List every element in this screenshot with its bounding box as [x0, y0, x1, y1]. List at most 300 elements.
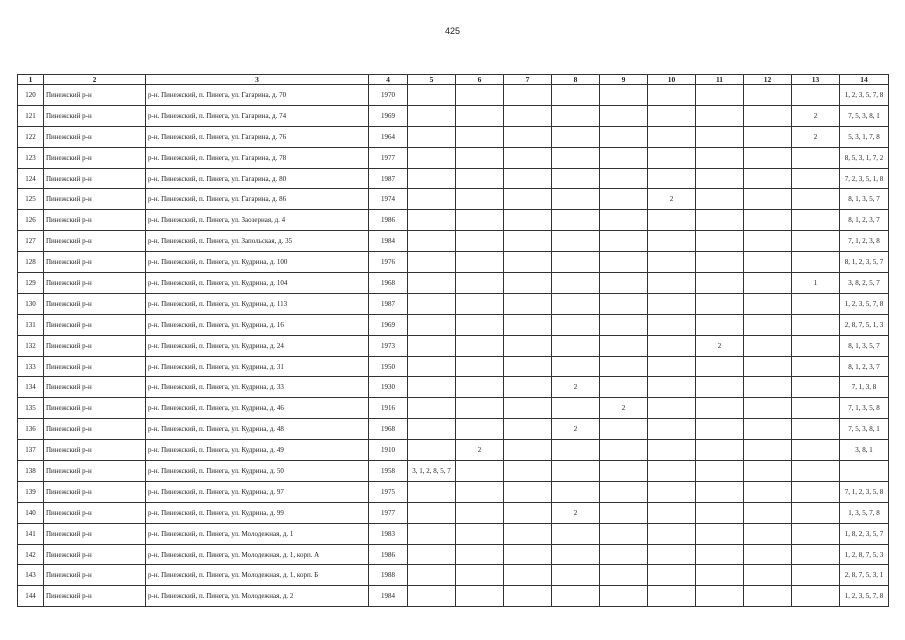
column-header: 14: [840, 75, 889, 85]
value-cell: [456, 231, 504, 252]
value-cell: [600, 461, 648, 482]
table-row: [18, 481, 889, 502]
district-cell: Пинежский р-н: [44, 523, 146, 544]
table-row: [18, 461, 889, 482]
table-row: [18, 105, 889, 126]
address-cell: р-н. Пинежский, п. Пинега, ул. Кудрина, д. 24: [146, 335, 369, 356]
value-cell: [504, 586, 552, 607]
value-cell: [600, 377, 648, 398]
value-cell: 7, 5, 3, 8, 1: [840, 105, 889, 126]
value-cell: [696, 293, 744, 314]
table-row: [18, 523, 889, 544]
table-row: [18, 419, 889, 440]
value-cell: [504, 105, 552, 126]
value-cell: [408, 85, 456, 106]
value-cell: [552, 252, 600, 273]
value-cell: [408, 210, 456, 231]
value-cell: [696, 440, 744, 461]
value-cell: [408, 586, 456, 607]
value-cell: [456, 85, 504, 106]
value-cell: [552, 231, 600, 252]
district-cell: Пинежский р-н: [44, 314, 146, 335]
value-cell: [600, 273, 648, 294]
column-header: 11: [696, 75, 744, 85]
value-cell: [792, 481, 840, 502]
table-row: [18, 440, 889, 461]
year-cell: 1958: [369, 461, 408, 482]
value-cell: 8, 1, 2, 3, 5, 7: [840, 252, 889, 273]
value-cell: [408, 252, 456, 273]
value-cell: [792, 293, 840, 314]
row-number: 135: [18, 398, 44, 419]
row-number: 137: [18, 440, 44, 461]
value-cell: [648, 231, 696, 252]
value-cell: [648, 147, 696, 168]
value-cell: [648, 356, 696, 377]
table-row: [18, 377, 889, 398]
year-cell: 1975: [369, 481, 408, 502]
value-cell: [648, 314, 696, 335]
table-row: [18, 314, 889, 335]
value-cell: [792, 231, 840, 252]
value-cell: 8, 1, 2, 3, 7: [840, 356, 889, 377]
table-row: [18, 189, 889, 210]
value-cell: [504, 502, 552, 523]
value-cell: [552, 314, 600, 335]
value-cell: [600, 105, 648, 126]
value-cell: [792, 419, 840, 440]
value-cell: [408, 273, 456, 294]
value-cell: [696, 314, 744, 335]
value-cell: [456, 273, 504, 294]
value-cell: [456, 356, 504, 377]
table-row: [18, 273, 889, 294]
value-cell: [456, 461, 504, 482]
row-number: 128: [18, 252, 44, 273]
value-cell: [552, 356, 600, 377]
address-cell: р-н. Пинежский, п. Пинега, ул. Молодежная, д. 1: [146, 523, 369, 544]
district-cell: Пинежский р-н: [44, 85, 146, 106]
column-header: 12: [744, 75, 792, 85]
row-number: 123: [18, 147, 44, 168]
value-cell: 7, 1, 2, 3, 8: [840, 231, 889, 252]
district-cell: Пинежский р-н: [44, 168, 146, 189]
column-header: 7: [504, 75, 552, 85]
address-cell: р-н. Пинежский, п. Пинега, ул. Кудрина, д. 48: [146, 419, 369, 440]
value-cell: [600, 565, 648, 586]
address-cell: р-н. Пинежский, п. Пинега, ул. Гагарина, д. 76: [146, 126, 369, 147]
column-header: 2: [44, 75, 146, 85]
address-cell: р-н. Пинежский, п. Пинега, ул. Кудрина, д. 16: [146, 314, 369, 335]
value-cell: [552, 105, 600, 126]
value-cell: 2: [456, 440, 504, 461]
table-row: [18, 293, 889, 314]
address-cell: р-н. Пинежский, п. Пинега, ул. Молодежная, д. 1, корп. Б: [146, 565, 369, 586]
value-cell: [552, 168, 600, 189]
value-cell: [456, 586, 504, 607]
value-cell: [744, 105, 792, 126]
address-cell: р-н. Пинежский, п. Пинега, ул. Кудрина, д. 97: [146, 481, 369, 502]
table-row: [18, 586, 889, 607]
value-cell: 1, 8, 2, 3, 5, 7: [840, 523, 889, 544]
year-cell: 1969: [369, 105, 408, 126]
year-cell: 1986: [369, 544, 408, 565]
value-cell: 7, 5, 3, 8, 1: [840, 419, 889, 440]
value-cell: 8, 1, 2, 3, 7: [840, 210, 889, 231]
table-row: [18, 356, 889, 377]
district-cell: Пинежский р-н: [44, 231, 146, 252]
column-header: 8: [552, 75, 600, 85]
district-cell: Пинежский р-н: [44, 147, 146, 168]
value-cell: [504, 523, 552, 544]
table-row: [18, 398, 889, 419]
year-cell: 1930: [369, 377, 408, 398]
row-number: 136: [18, 419, 44, 440]
column-header: 3: [146, 75, 369, 85]
value-cell: [408, 377, 456, 398]
value-cell: [792, 210, 840, 231]
value-cell: [744, 231, 792, 252]
district-cell: Пинежский р-н: [44, 252, 146, 273]
address-cell: р-н. Пинежский, п. Пинега, ул. Кудрина, д. 100: [146, 252, 369, 273]
value-cell: [744, 293, 792, 314]
year-cell: 1977: [369, 502, 408, 523]
row-number: 122: [18, 126, 44, 147]
value-cell: [552, 126, 600, 147]
value-cell: [552, 147, 600, 168]
value-cell: [456, 189, 504, 210]
value-cell: [696, 586, 744, 607]
year-cell: 1968: [369, 273, 408, 294]
value-cell: [552, 273, 600, 294]
value-cell: [744, 189, 792, 210]
column-header: 5: [408, 75, 456, 85]
value-cell: [792, 189, 840, 210]
value-cell: [456, 314, 504, 335]
district-cell: Пинежский р-н: [44, 586, 146, 607]
value-cell: [744, 502, 792, 523]
value-cell: [648, 252, 696, 273]
year-cell: 1968: [369, 419, 408, 440]
value-cell: [408, 189, 456, 210]
value-cell: [792, 461, 840, 482]
value-cell: [600, 293, 648, 314]
value-cell: [456, 377, 504, 398]
value-cell: [600, 126, 648, 147]
year-cell: 1986: [369, 210, 408, 231]
value-cell: [504, 252, 552, 273]
row-number: 138: [18, 461, 44, 482]
table-row: [18, 147, 889, 168]
value-cell: [456, 502, 504, 523]
year-cell: 1988: [369, 565, 408, 586]
address-cell: р-н. Пинежский, п. Пинега, ул. Кудрина, д. 33: [146, 377, 369, 398]
value-cell: [408, 231, 456, 252]
value-cell: [744, 523, 792, 544]
district-cell: Пинежский р-н: [44, 126, 146, 147]
value-cell: [744, 377, 792, 398]
value-cell: 1: [792, 273, 840, 294]
value-cell: 8, 1, 3, 5, 7: [840, 189, 889, 210]
value-cell: [456, 565, 504, 586]
value-cell: [456, 544, 504, 565]
district-cell: Пинежский р-н: [44, 419, 146, 440]
value-cell: [408, 398, 456, 419]
year-cell: 1950: [369, 356, 408, 377]
value-cell: [648, 293, 696, 314]
value-cell: [600, 147, 648, 168]
value-cell: [648, 419, 696, 440]
value-cell: [504, 398, 552, 419]
value-cell: [792, 147, 840, 168]
value-cell: [792, 335, 840, 356]
value-cell: [792, 586, 840, 607]
value-cell: [408, 440, 456, 461]
value-cell: 2: [792, 105, 840, 126]
value-cell: [696, 356, 744, 377]
value-cell: [600, 440, 648, 461]
value-cell: [408, 147, 456, 168]
value-cell: [456, 126, 504, 147]
value-cell: [792, 440, 840, 461]
value-cell: [696, 189, 744, 210]
value-cell: [600, 231, 648, 252]
value-cell: [744, 481, 792, 502]
value-cell: [792, 356, 840, 377]
column-header: 6: [456, 75, 504, 85]
district-cell: Пинежский р-н: [44, 273, 146, 294]
row-number: 131: [18, 314, 44, 335]
value-cell: [600, 481, 648, 502]
row-number: 143: [18, 565, 44, 586]
row-number: 132: [18, 335, 44, 356]
value-cell: [648, 377, 696, 398]
value-cell: [696, 377, 744, 398]
address-cell: р-н. Пинежский, п. Пинега, ул. Гагарина, д. 80: [146, 168, 369, 189]
value-cell: [552, 565, 600, 586]
year-cell: 1916: [369, 398, 408, 419]
address-cell: р-н. Пинежский, п. Пинега, ул. Гагарина, д. 86: [146, 189, 369, 210]
value-cell: [408, 544, 456, 565]
district-cell: Пинежский р-н: [44, 440, 146, 461]
value-cell: [744, 335, 792, 356]
district-cell: Пинежский р-н: [44, 544, 146, 565]
table-row: [18, 252, 889, 273]
year-cell: 1964: [369, 126, 408, 147]
value-cell: [552, 335, 600, 356]
address-cell: р-н. Пинежский, п. Пинега, ул. Молодежная, д. 1, корп. А: [146, 544, 369, 565]
value-cell: [648, 398, 696, 419]
address-cell: р-н. Пинежский, п. Пинега, ул. Запольская, д. 35: [146, 231, 369, 252]
value-cell: [456, 105, 504, 126]
value-cell: [648, 502, 696, 523]
row-number: 133: [18, 356, 44, 377]
value-cell: [696, 147, 744, 168]
table-body: [18, 85, 889, 607]
value-cell: [696, 252, 744, 273]
value-cell: 3, 1, 2, 8, 5, 7: [408, 461, 456, 482]
year-cell: 1970: [369, 85, 408, 106]
value-cell: [504, 440, 552, 461]
table-header-row: [18, 75, 889, 85]
value-cell: [600, 502, 648, 523]
row-number: 141: [18, 523, 44, 544]
value-cell: [600, 168, 648, 189]
value-cell: [552, 523, 600, 544]
value-cell: [552, 461, 600, 482]
row-number: 120: [18, 85, 44, 106]
value-cell: [408, 335, 456, 356]
value-cell: [744, 147, 792, 168]
value-cell: 3, 8, 2, 5, 7: [840, 273, 889, 294]
value-cell: [408, 502, 456, 523]
value-cell: [600, 189, 648, 210]
value-cell: [696, 481, 744, 502]
value-cell: [408, 565, 456, 586]
value-cell: [456, 398, 504, 419]
column-header: 4: [369, 75, 408, 85]
table-row: [18, 544, 889, 565]
row-number: 142: [18, 544, 44, 565]
value-cell: [504, 565, 552, 586]
row-number: 121: [18, 105, 44, 126]
value-cell: [456, 210, 504, 231]
value-cell: [840, 461, 889, 482]
value-cell: [408, 419, 456, 440]
value-cell: [648, 565, 696, 586]
value-cell: [648, 481, 696, 502]
value-cell: 7, 1, 3, 5, 8: [840, 398, 889, 419]
value-cell: 7, 1, 3, 8: [840, 377, 889, 398]
value-cell: [408, 293, 456, 314]
value-cell: [744, 314, 792, 335]
row-number: 124: [18, 168, 44, 189]
address-cell: р-н. Пинежский, п. Пинега, ул. Кудрина, д. 31: [146, 356, 369, 377]
value-cell: [408, 356, 456, 377]
value-cell: [648, 126, 696, 147]
value-cell: [648, 85, 696, 106]
year-cell: 1987: [369, 293, 408, 314]
value-cell: 5, 3, 1, 7, 8: [840, 126, 889, 147]
year-cell: 1983: [369, 523, 408, 544]
address-cell: р-н. Пинежский, п. Пинега, ул. Кудрина, д. 46: [146, 398, 369, 419]
value-cell: [504, 377, 552, 398]
value-cell: [504, 85, 552, 106]
value-cell: 7, 2, 3, 5, 1, 8: [840, 168, 889, 189]
value-cell: [552, 481, 600, 502]
value-cell: 2: [552, 377, 600, 398]
value-cell: [504, 314, 552, 335]
value-cell: [696, 273, 744, 294]
value-cell: [600, 544, 648, 565]
value-cell: 1, 2, 3, 5, 7, 8: [840, 586, 889, 607]
table-row: [18, 126, 889, 147]
value-cell: 1, 3, 5, 7, 8: [840, 502, 889, 523]
column-header: 9: [600, 75, 648, 85]
value-cell: [552, 210, 600, 231]
district-cell: Пинежский р-н: [44, 502, 146, 523]
value-cell: [744, 586, 792, 607]
value-cell: [744, 398, 792, 419]
value-cell: [648, 544, 696, 565]
value-cell: 2: [600, 398, 648, 419]
value-cell: [504, 147, 552, 168]
value-cell: [744, 273, 792, 294]
table-row: [18, 168, 889, 189]
value-cell: [600, 252, 648, 273]
value-cell: [456, 252, 504, 273]
value-cell: [792, 168, 840, 189]
value-cell: [552, 398, 600, 419]
value-cell: 3, 8, 1: [840, 440, 889, 461]
value-cell: 7, 1, 2, 3, 5, 8: [840, 481, 889, 502]
page-number: 425: [444, 26, 461, 36]
value-cell: [600, 419, 648, 440]
value-cell: [600, 85, 648, 106]
district-cell: Пинежский р-н: [44, 335, 146, 356]
value-cell: [648, 210, 696, 231]
value-cell: [504, 168, 552, 189]
value-cell: 2: [552, 502, 600, 523]
year-cell: 1973: [369, 335, 408, 356]
column-header: 10: [648, 75, 696, 85]
value-cell: [600, 335, 648, 356]
value-cell: [504, 356, 552, 377]
value-cell: [504, 189, 552, 210]
value-cell: [648, 523, 696, 544]
value-cell: [456, 419, 504, 440]
district-cell: Пинежский р-н: [44, 481, 146, 502]
value-cell: [648, 105, 696, 126]
value-cell: [744, 356, 792, 377]
district-cell: Пинежский р-н: [44, 210, 146, 231]
value-cell: [744, 419, 792, 440]
table-row: [18, 502, 889, 523]
value-cell: [504, 210, 552, 231]
row-number: 134: [18, 377, 44, 398]
value-cell: [792, 544, 840, 565]
value-cell: 1, 2, 3, 5, 7, 8: [840, 85, 889, 106]
row-number: 144: [18, 586, 44, 607]
value-cell: [696, 502, 744, 523]
value-cell: [552, 85, 600, 106]
column-header: 1: [18, 75, 44, 85]
value-cell: 8, 5, 3, 1, 7, 2: [840, 147, 889, 168]
value-cell: [456, 481, 504, 502]
address-cell: р-н. Пинежский, п. Пинега, ул. Кудрина, д. 99: [146, 502, 369, 523]
row-number: 140: [18, 502, 44, 523]
address-cell: р-н. Пинежский, п. Пинега, ул. Молодежная, д. 2: [146, 586, 369, 607]
row-number: 129: [18, 273, 44, 294]
value-cell: [792, 252, 840, 273]
value-cell: [504, 335, 552, 356]
address-cell: р-н. Пинежский, п. Пинега, ул. Заозерная, д. 4: [146, 210, 369, 231]
value-cell: [648, 461, 696, 482]
value-cell: [408, 481, 456, 502]
value-cell: [504, 544, 552, 565]
year-cell: 1969: [369, 314, 408, 335]
value-cell: 1, 2, 3, 5, 7, 8: [840, 293, 889, 314]
value-cell: [552, 586, 600, 607]
value-cell: [744, 85, 792, 106]
value-cell: [408, 314, 456, 335]
address-cell: р-н. Пинежский, п. Пинега, ул. Гагарина, д. 78: [146, 147, 369, 168]
value-cell: [744, 565, 792, 586]
value-cell: [504, 419, 552, 440]
value-cell: [648, 440, 696, 461]
value-cell: [408, 523, 456, 544]
row-number: 127: [18, 231, 44, 252]
